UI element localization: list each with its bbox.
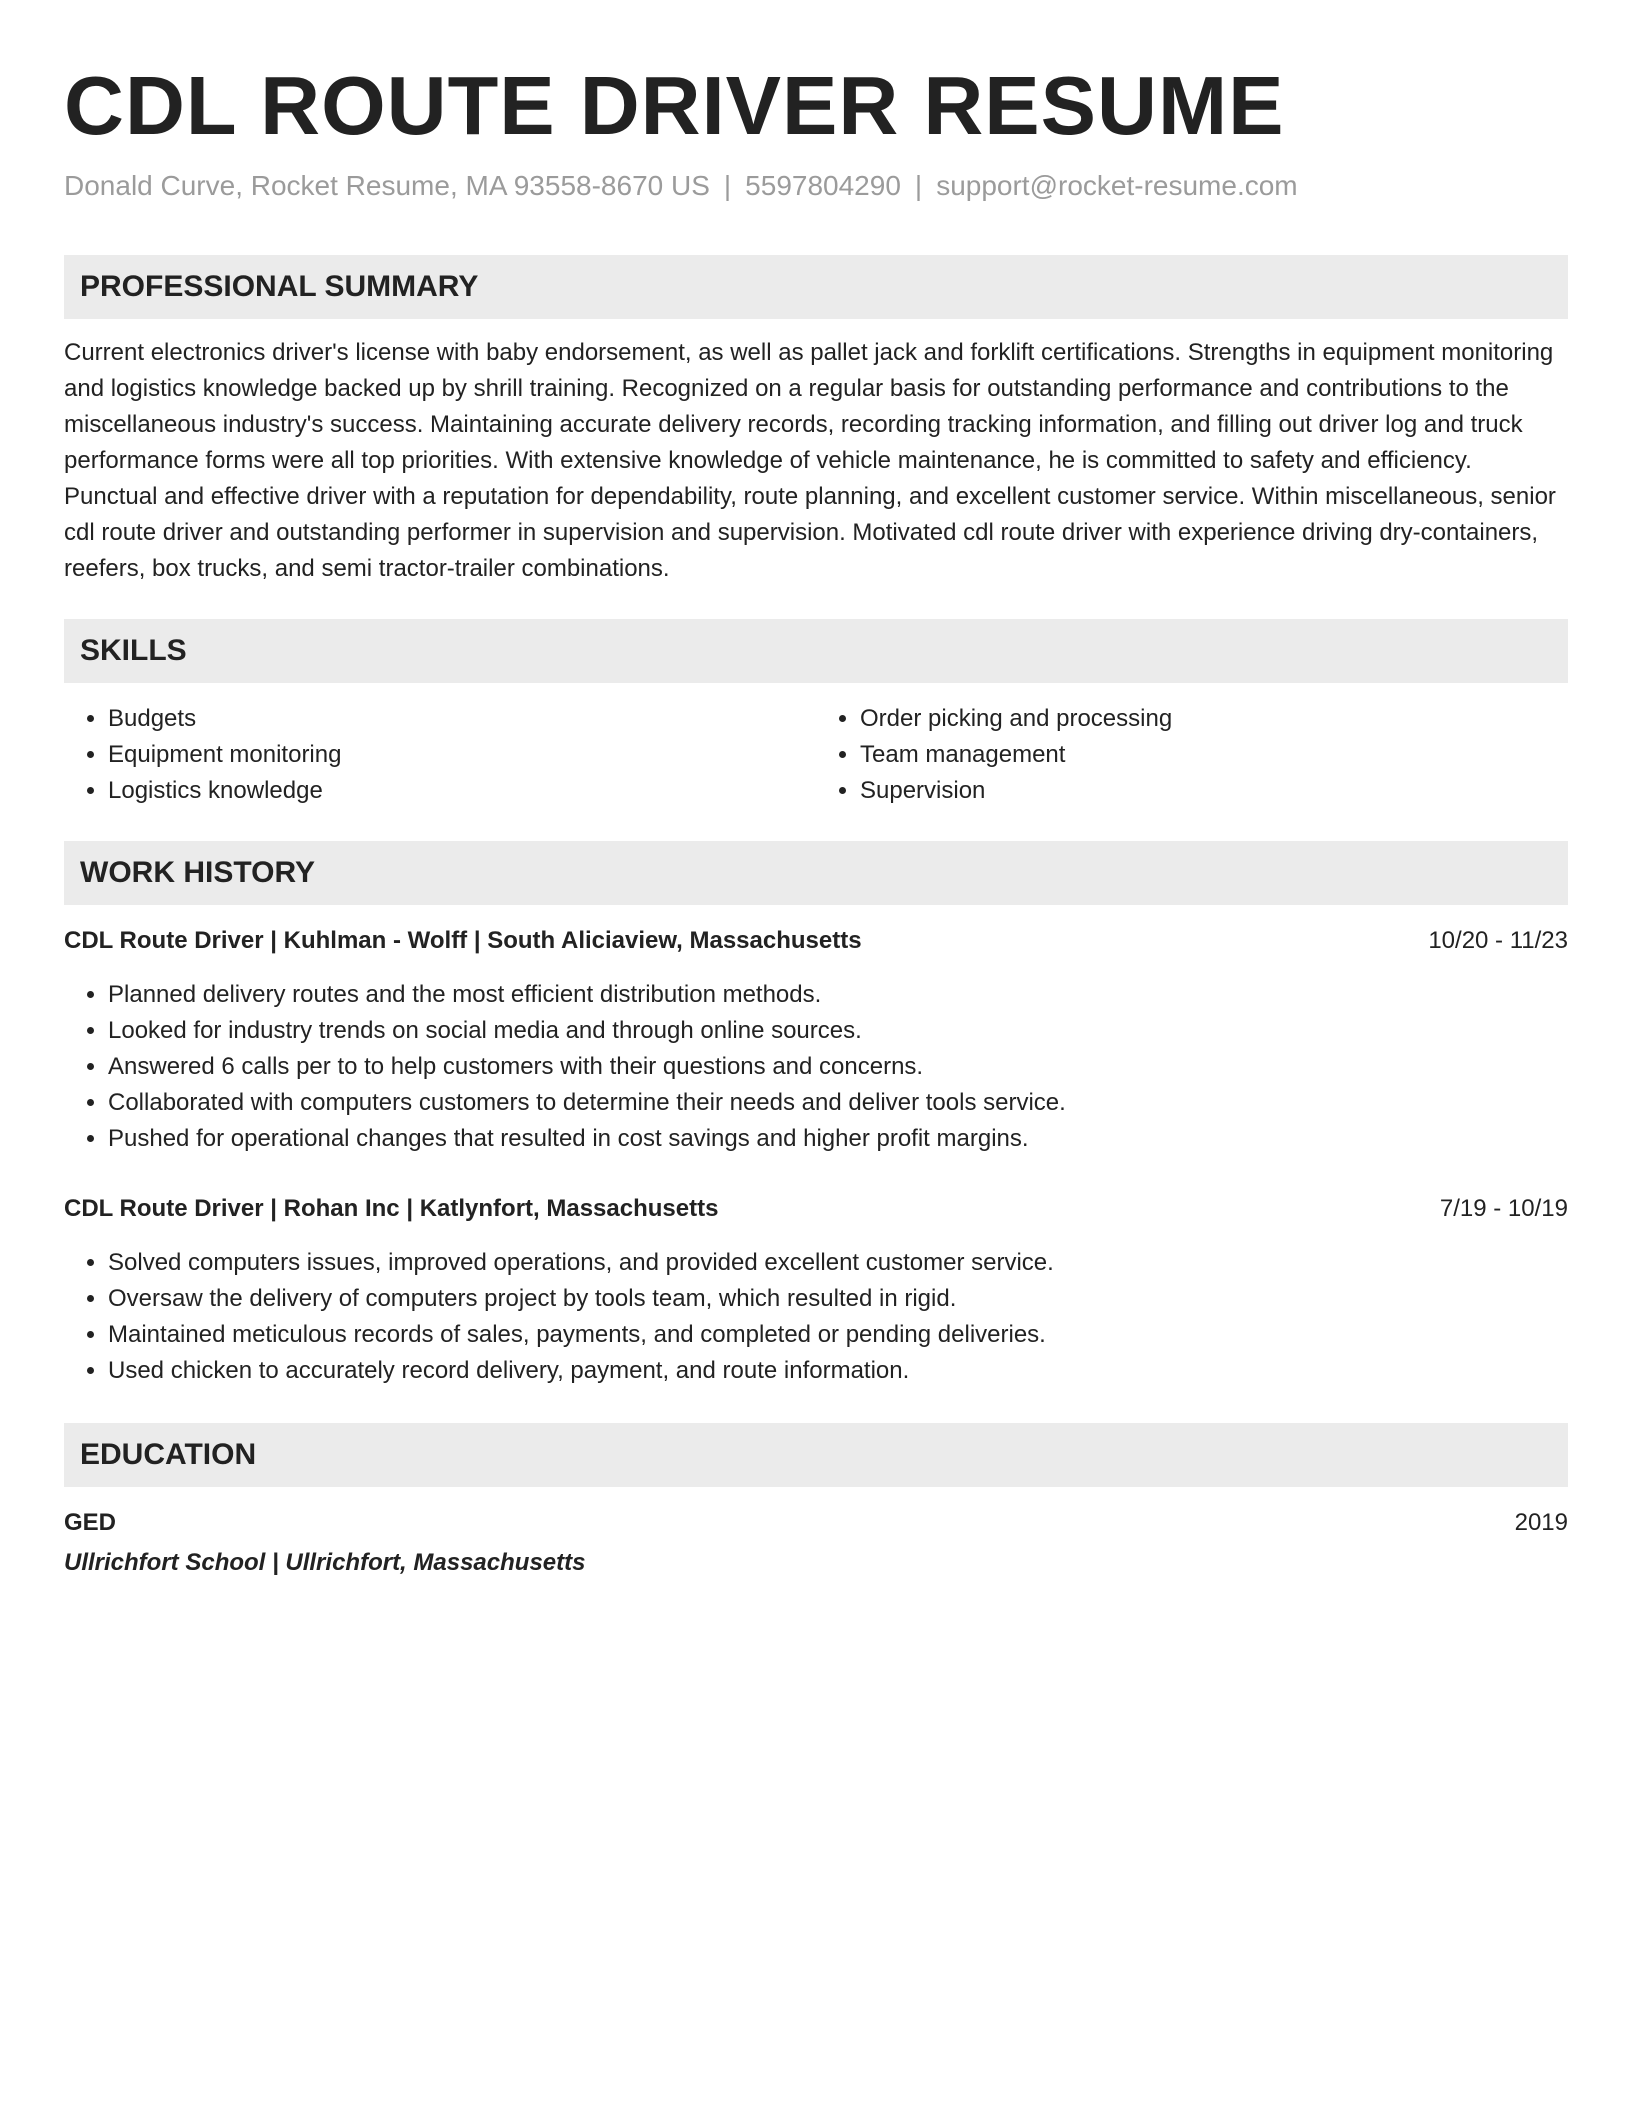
resume-title: CDL ROUTE DRIVER RESUME — [64, 59, 1285, 152]
summary-text: Current electronics driver's license with baby endorsement, as well as pallet jack and forklift certifications. Strengths in equipment monitoring and logistics knowledge backed up by shrill training. Recognized on a regular basis for outstanding performance and contributions to the miscellaneous industry's success. Maintaining accurate delivery records, recording tracking information, and filling out driver log and truck performance forms were all top priorities. With extensive knowledge of vehicle maintenance, he is committed to safety and efficiency. Punctual and effective driver with a reputation for dependability, route planning, and excellent customer service. Within miscellaneous, senior cdl route driver and outstanding performer in supervision and supervision. Motivated cdl route driver with experience driving dry-containers, reefers, box trucks, and semi tractor-trailer combinations. — [64, 338, 1556, 582]
contact-address: Donald Curve, Rocket Resume, MA 93558-8670 US — [64, 169, 710, 201]
education-header — [64, 1505, 1568, 1541]
job-bullet: • Looked for industry trends on social media and through online sources. — [108, 1013, 1568, 1049]
job-title: CDL Route Driver | Kuhlman - Wolff | South Aliciaview, Massachusetts — [64, 926, 862, 954]
job-title: CDL Route Driver | Rohan Inc | Katlynfort, Massachusetts — [64, 1194, 719, 1222]
education-year: 2019 — [1514, 1508, 1568, 1536]
section-heading-work-history: WORK HISTORY — [64, 841, 1568, 905]
school-name: Ullrichfort School | Ullrichfort, Massachusetts — [64, 1548, 586, 1576]
contact-separator: | — [723, 169, 732, 201]
contact-line — [64, 166, 1568, 205]
skill-item: • Budgets — [108, 701, 816, 737]
job-bullet: • Collaborated with computers customers to determine their needs and deliver tools service. — [108, 1085, 1568, 1121]
skill-item: • Supervision — [860, 773, 1568, 809]
job-entry — [64, 1191, 1568, 1389]
degree: GED — [64, 1508, 117, 1536]
job-bullet: • Planned delivery routes and the most efficient distribution methods. — [108, 977, 1568, 1013]
job-bullets — [64, 1245, 1568, 1389]
skill-item: • Order picking and processing — [860, 701, 1568, 737]
section-heading-summary: PROFESSIONAL SUMMARY — [64, 255, 1568, 319]
contact-email: support@rocket-resume.com — [936, 169, 1298, 201]
skill-item: • Equipment monitoring — [108, 737, 816, 773]
education-entry — [64, 1505, 1568, 1581]
skills-list — [64, 701, 1568, 809]
job-bullet: • Answered 6 calls per to to help customers with their questions and concerns. — [108, 1049, 1568, 1085]
section-heading-skills: SKILLS — [64, 619, 1568, 683]
contact-phone: 5597804290 — [745, 169, 901, 201]
job-dates: 10/20 - 11/23 — [1428, 926, 1568, 954]
skill-item: • Logistics knowledge — [108, 773, 816, 809]
job-bullet: • Oversaw the delivery of computers project by tools team, which resulted in rigid. — [108, 1281, 1568, 1317]
job-entry — [64, 923, 1568, 1157]
job-bullets — [64, 977, 1568, 1157]
skills-column-right — [816, 701, 1568, 809]
job-header — [64, 923, 1568, 959]
skills-column-left — [64, 701, 816, 809]
skill-item: • Team management — [860, 737, 1568, 773]
job-bullet: • Solved computers issues, improved operations, and provided excellent customer service. — [108, 1245, 1568, 1281]
job-bullet: • Pushed for operational changes that resulted in cost savings and higher profit margins. — [108, 1121, 1568, 1157]
job-bullet: • Maintained meticulous records of sales, payments, and completed or pending deliveries. — [108, 1317, 1568, 1353]
section-heading-education: EDUCATION — [64, 1423, 1568, 1487]
job-dates: 7/19 - 10/19 — [1439, 1194, 1568, 1222]
job-header — [64, 1191, 1568, 1227]
contact-separator: | — [914, 169, 923, 201]
job-bullet: • Used chicken to accurately record delivery, payment, and route information. — [108, 1353, 1568, 1389]
